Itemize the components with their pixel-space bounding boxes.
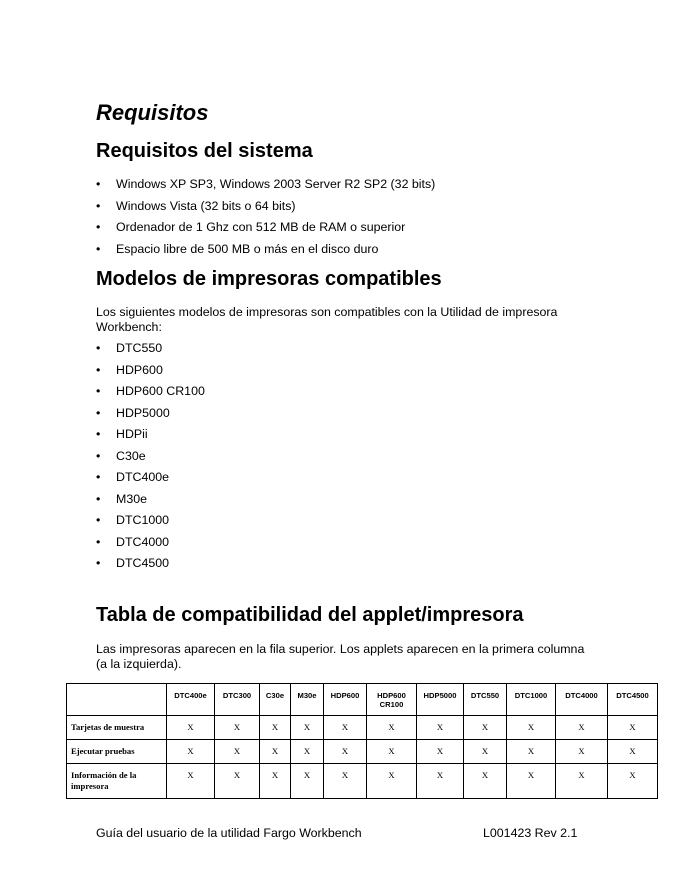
- compatible-printers-list: [96, 341, 205, 578]
- compat-mark: X: [215, 716, 260, 740]
- list-item: • Ordenador de 1 Ghz con 512 MB de RAM o superior: [96, 220, 406, 234]
- row-header: Información de la impresora: [67, 764, 167, 799]
- bullet-icon: •: [96, 341, 101, 355]
- compat-mark: X: [260, 716, 291, 740]
- compat-mark: X: [167, 764, 215, 799]
- compatible-printers-intro: Los siguientes modelos de impresoras son compatibles con la Utilidad de impresora Workbench:: [96, 305, 558, 334]
- column-header: HDP600: [324, 684, 367, 716]
- compatibility-table-heading: Tabla de compatibilidad del applet/impresora: [96, 604, 524, 626]
- page-heading: Requisitos: [96, 100, 209, 125]
- system-requirements-heading: Requisitos del sistema: [96, 140, 313, 162]
- list-item: • C30e: [96, 448, 146, 463]
- compat-mark: X: [556, 764, 608, 799]
- table-corner-cell: [67, 684, 167, 716]
- footer-document-title: Guía del usuario de la utilidad Fargo Workbench: [96, 826, 362, 840]
- compat-mark: X: [556, 740, 608, 764]
- column-header: DTC300: [215, 684, 260, 716]
- compat-mark: X: [507, 764, 556, 799]
- row-header: Ejecutar pruebas: [67, 740, 167, 764]
- list-item: • HDP5000: [96, 405, 170, 420]
- bullet-icon: •: [96, 384, 101, 398]
- compat-mark: X: [324, 740, 367, 764]
- list-item: • Windows Vista (32 bits o 64 bits): [96, 198, 296, 213]
- list-item: • Espacio libre de 500 MB o más en el disco duro: [96, 241, 379, 256]
- list-item: • M30e: [96, 491, 147, 506]
- compat-mark: X: [367, 716, 417, 740]
- compat-mark: X: [215, 764, 260, 799]
- bullet-icon: •: [96, 448, 101, 463]
- column-header: M30e: [291, 684, 324, 716]
- compat-mark: X: [291, 716, 324, 740]
- bullet-icon: •: [96, 513, 101, 527]
- list-item: • DTC1000: [96, 513, 170, 527]
- column-header: DTC1000: [507, 684, 556, 716]
- compat-mark: X: [417, 716, 464, 740]
- column-header: HDP600 CR100: [367, 684, 417, 716]
- bullet-icon: •: [96, 198, 101, 213]
- list-item: • DTC400e: [96, 470, 170, 484]
- bullet-icon: •: [96, 405, 101, 420]
- column-header: C30e: [260, 684, 291, 716]
- compat-mark: X: [608, 740, 658, 764]
- bullet-icon: •: [96, 470, 101, 484]
- row-header: Tarjetas de muestra: [67, 716, 167, 740]
- column-header: DTC550: [464, 684, 507, 716]
- bullet-icon: •: [96, 220, 101, 234]
- compat-mark: X: [608, 716, 658, 740]
- compatibility-table-intro: Las impresoras aparecen en la fila superior. Los applets aparecen en la primera columna (a la izquierda).: [96, 642, 585, 671]
- list-item: • HDP600 CR100: [96, 384, 205, 398]
- compat-mark: X: [608, 764, 658, 799]
- table-row: [67, 716, 658, 740]
- compat-mark: X: [260, 740, 291, 764]
- bullet-icon: •: [96, 362, 101, 377]
- compat-mark: X: [324, 716, 367, 740]
- compat-mark: X: [291, 740, 324, 764]
- bullet-icon: •: [96, 491, 101, 506]
- list-item: • Windows XP SP3, Windows 2003 Server R2 SP2 (32 bits): [96, 177, 436, 191]
- bullet-icon: •: [96, 177, 101, 191]
- column-header: DTC400e: [167, 684, 215, 716]
- compat-mark: X: [215, 740, 260, 764]
- compat-mark: X: [324, 764, 367, 799]
- compat-mark: X: [367, 740, 417, 764]
- list-item: • HDPii: [96, 427, 148, 441]
- bullet-icon: •: [96, 241, 101, 256]
- compat-mark: X: [464, 740, 507, 764]
- compat-mark: X: [464, 716, 507, 740]
- compatibility-table: [66, 683, 658, 799]
- table-row: [67, 740, 658, 764]
- column-header: HDP5000: [417, 684, 464, 716]
- compat-mark: X: [260, 764, 291, 799]
- compat-mark: X: [291, 764, 324, 799]
- list-item: • DTC550: [96, 341, 163, 355]
- compat-mark: X: [556, 716, 608, 740]
- compatible-printers-heading: Modelos de impresoras compatibles: [96, 268, 442, 290]
- column-header: DTC4000: [556, 684, 608, 716]
- compat-mark: X: [417, 764, 464, 799]
- bullet-icon: •: [96, 427, 101, 441]
- list-item: • DTC4500: [96, 556, 170, 570]
- compat-mark: X: [417, 740, 464, 764]
- footer-revision: L001423 Rev 2.1: [483, 826, 578, 840]
- compat-mark: X: [507, 716, 556, 740]
- column-header: DTC4500: [608, 684, 658, 716]
- table-header-row: [67, 684, 658, 716]
- table-row: [67, 764, 658, 799]
- bullet-icon: •: [96, 534, 101, 549]
- bullet-icon: •: [96, 556, 101, 570]
- list-item: • HDP600: [96, 362, 163, 377]
- compat-mark: X: [167, 740, 215, 764]
- compat-mark: X: [167, 716, 215, 740]
- compat-mark: X: [464, 764, 507, 799]
- list-item: • DTC4000: [96, 534, 170, 549]
- system-requirements-list: [96, 177, 435, 263]
- compat-mark: X: [367, 764, 417, 799]
- compat-mark: X: [507, 740, 556, 764]
